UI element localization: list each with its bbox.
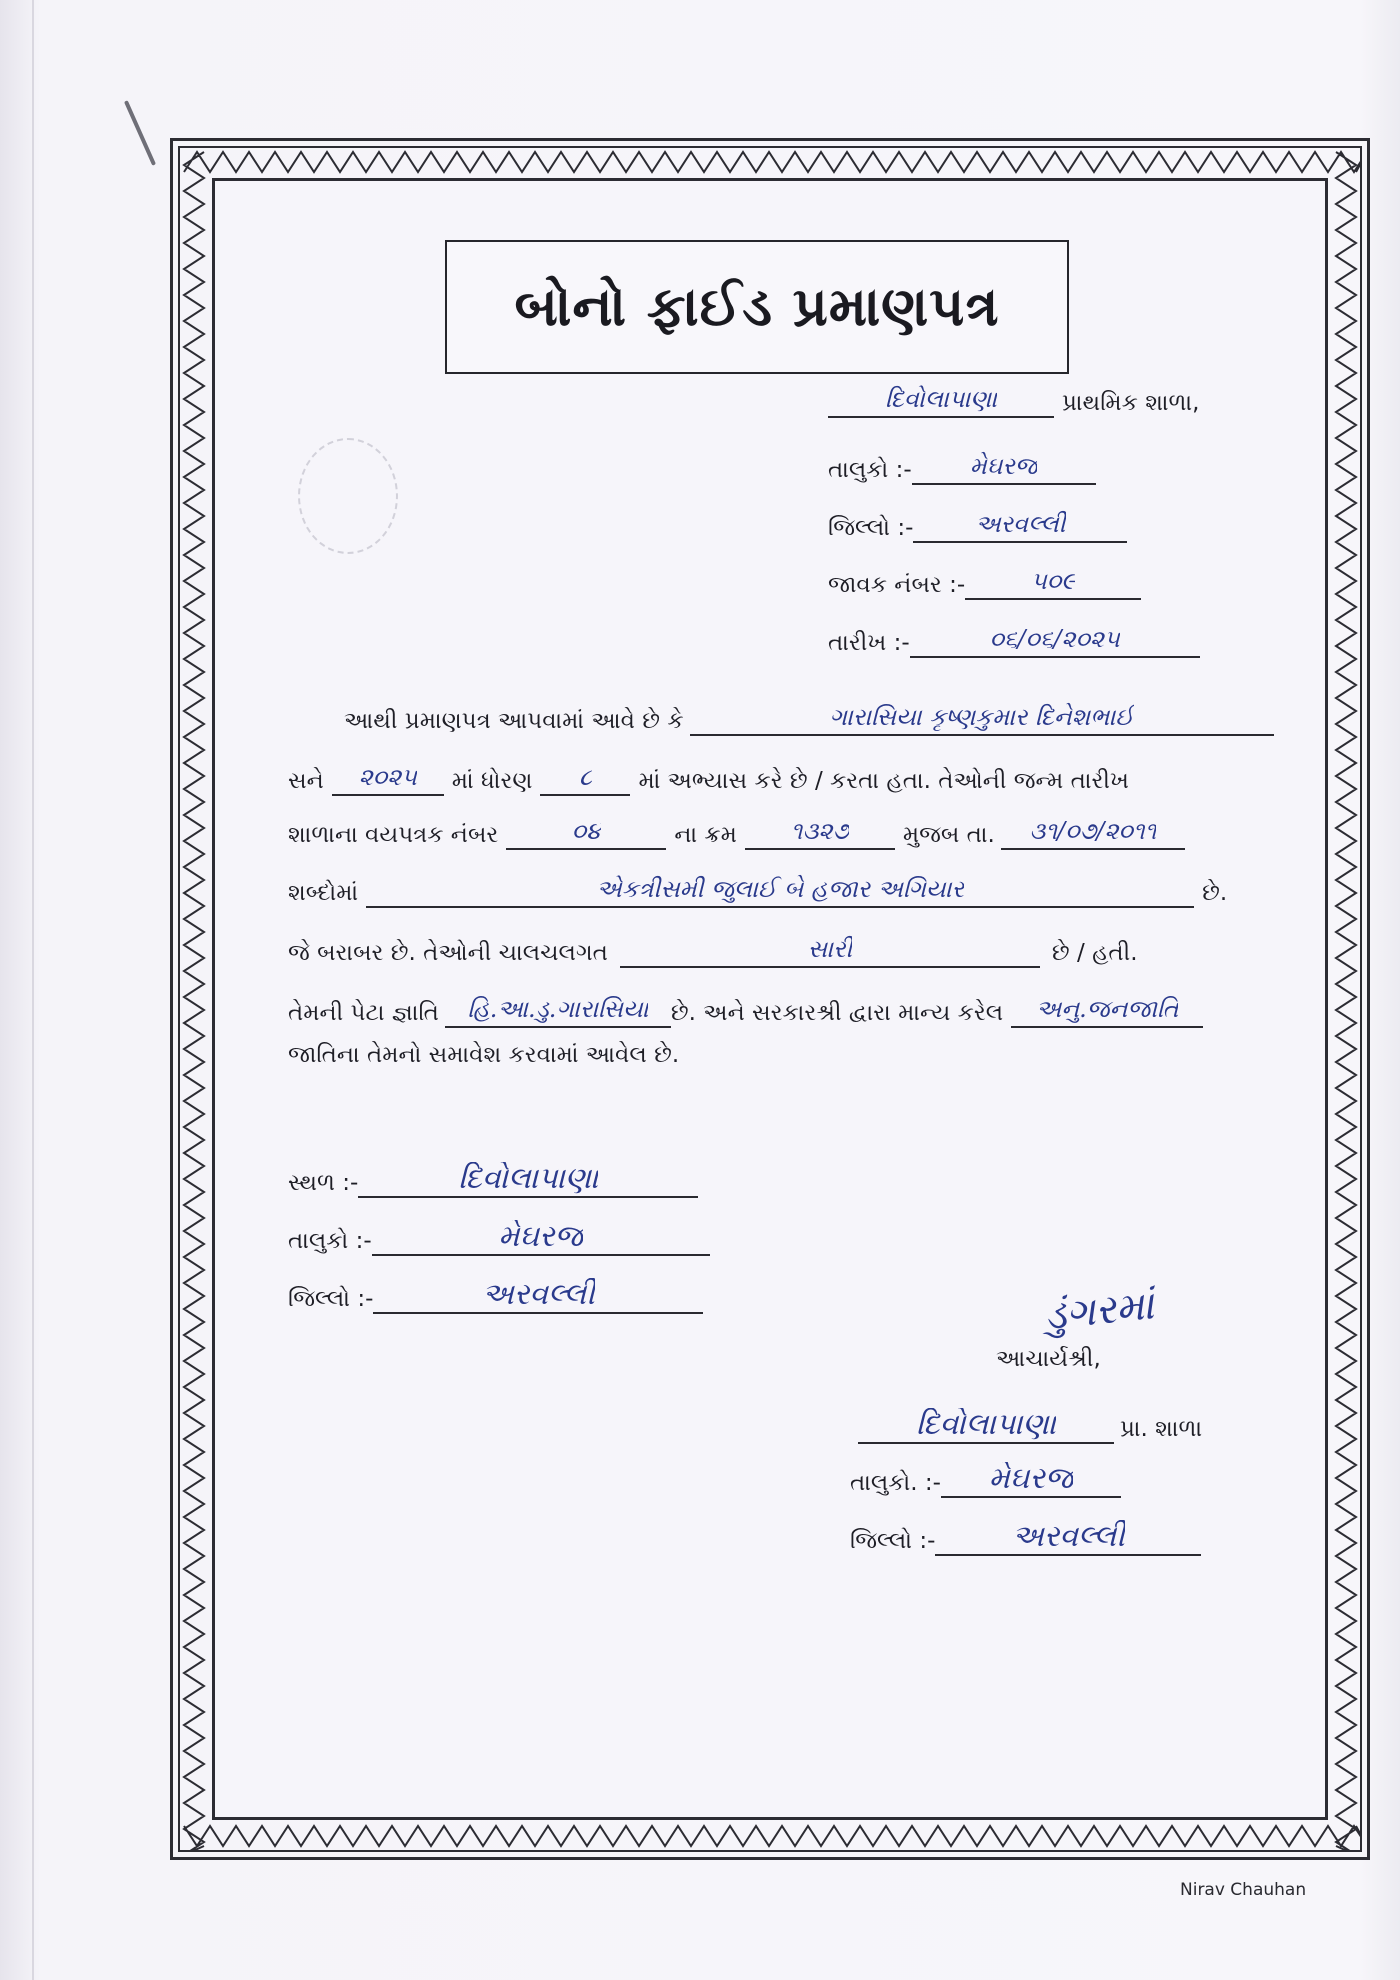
body-l2-suffix: માં અભ્યાસ કરે છે / કરતા હતા. તેઓની જન્મ તારીખ (638, 768, 1129, 794)
principal-district-row (850, 1510, 1201, 1556)
body-l2-prefix: સને (288, 768, 324, 794)
principal-school-suffix: પ્રા. શાળા (1120, 1416, 1203, 1442)
principal-title-row (996, 1344, 1101, 1374)
serial-value: ૧૩૨૭ (790, 817, 850, 845)
principal-taluka-value: મેઘરજ (988, 1462, 1074, 1496)
body-l1-prefix: આથી પ્રમાણપત્ર આપવામાં આવે છે કે (344, 708, 684, 734)
body-l7-text: જાતિના તેમનો સમાવેશ કરવામાં આવેલ છે. (288, 1042, 680, 1068)
conduct-value: સારી (807, 935, 853, 963)
header-taluka-value: મેઘરજ (969, 452, 1038, 480)
body-l3-mid: ના ક્રમ (674, 822, 737, 848)
place-taluka-label: તાલુકો :- (288, 1228, 372, 1254)
scan-edge-line (32, 0, 34, 1980)
header-school-suffix: પ્રાથમિક શાળા, (1062, 390, 1200, 416)
principal-taluka-row (850, 1454, 1121, 1498)
header-district-label: જિલ્લો :- (828, 515, 914, 541)
body-l4-suffix: છે. (1202, 880, 1228, 906)
body-l5-prefix: જે બરાબર છે. તેઓની ચાલચલગત (288, 940, 608, 966)
principal-district-label: જિલ્લો :- (850, 1528, 936, 1554)
header-school-row (828, 378, 1199, 418)
dob-value: ૩૧/૦૭/૨૦૧૧ (1029, 817, 1157, 845)
body-line-2 (288, 756, 1129, 796)
register-value: ૦૪ (571, 817, 601, 845)
place-district-row (288, 1268, 703, 1314)
faint-seal (298, 438, 398, 554)
body-l6-prefix: તેમની પેટા જ્ઞાતિ (288, 1000, 439, 1026)
body-line-3 (288, 810, 1185, 850)
body-l3-mid2: મુજબ તા. (902, 822, 995, 848)
body-line-5 (288, 928, 1138, 968)
header-district-value: અરવલ્લી (975, 510, 1066, 538)
dob-words-value: એકત્રીસમી જુલાઈ બે હજાર અગિયાર (596, 875, 964, 903)
place-district-value: અરવલ્લી (482, 1278, 595, 1312)
body-l3-prefix: શાળાના વયપત્રક નંબર (288, 822, 499, 848)
year-value: ૨૦૨૫ (358, 763, 417, 791)
header-outward-row (828, 560, 1141, 600)
footer-name: Nirav Chauhan (1180, 1880, 1307, 1900)
body-l4-prefix: શબ્દોમાં (288, 880, 359, 906)
header-taluka-row (828, 445, 1096, 485)
body-line-7 (288, 1040, 679, 1070)
principal-district-value: અરવલ્લી (1012, 1520, 1125, 1554)
principal-taluka-label: તાલુકો. :- (850, 1470, 941, 1496)
place-district-label: જિલ્લો :- (288, 1286, 374, 1312)
certificate-title: બોનો ફાઈડ પ્રમાણપત્ર (514, 275, 1000, 338)
header-date-row (828, 618, 1200, 658)
principal-signature: ડુંગરમાં (1041, 1282, 1156, 1340)
standard-value: ૮ (578, 763, 593, 791)
header-date-value: ૦૬/૦૬/૨૦૨૫ (989, 625, 1120, 653)
header-taluka-label: તાલુકો :- (828, 457, 912, 483)
principal-school-value: દિવોલાપાણા (915, 1408, 1057, 1442)
student-name-value: ગારાસિયા કૃષ્ણકુમાર દિનેશભાઈ (829, 703, 1134, 731)
header-school-value: દિવોલાપાણા (884, 385, 998, 413)
place-taluka-value: મેઘરજ (498, 1220, 583, 1254)
body-line-1 (344, 696, 1274, 736)
category-value: અનુ.જનજાતિ (1035, 995, 1179, 1023)
body-l6-mid: છે. અને સરકારશ્રી દ્વારા માન્ય કરેલ (670, 1000, 1004, 1026)
place-label: સ્થળ :- (288, 1170, 359, 1196)
header-outward-value: ૫૦૯ (1030, 567, 1076, 595)
subcaste-value: હિ.આ.ડુ.ગારાસિયા (467, 995, 649, 1023)
body-l2-mid: માં ધોરણ (451, 768, 533, 794)
certificate-title-box (445, 240, 1069, 374)
body-l5-suffix: છે / હતી. (1051, 940, 1138, 966)
principal-title: આચાર્યશ્રી, (996, 1346, 1101, 1372)
principal-school-row (858, 1398, 1202, 1444)
place-row (288, 1150, 698, 1198)
place-taluka-row (288, 1210, 710, 1256)
place-value: દિવોલાપાણા (458, 1162, 599, 1196)
header-district-row (828, 503, 1127, 543)
header-date-label: તારીખ :- (828, 630, 910, 656)
header-outward-label: જાવક નંબર :- (828, 572, 966, 598)
body-line-4 (288, 868, 1227, 908)
body-line-6 (288, 988, 1203, 1028)
